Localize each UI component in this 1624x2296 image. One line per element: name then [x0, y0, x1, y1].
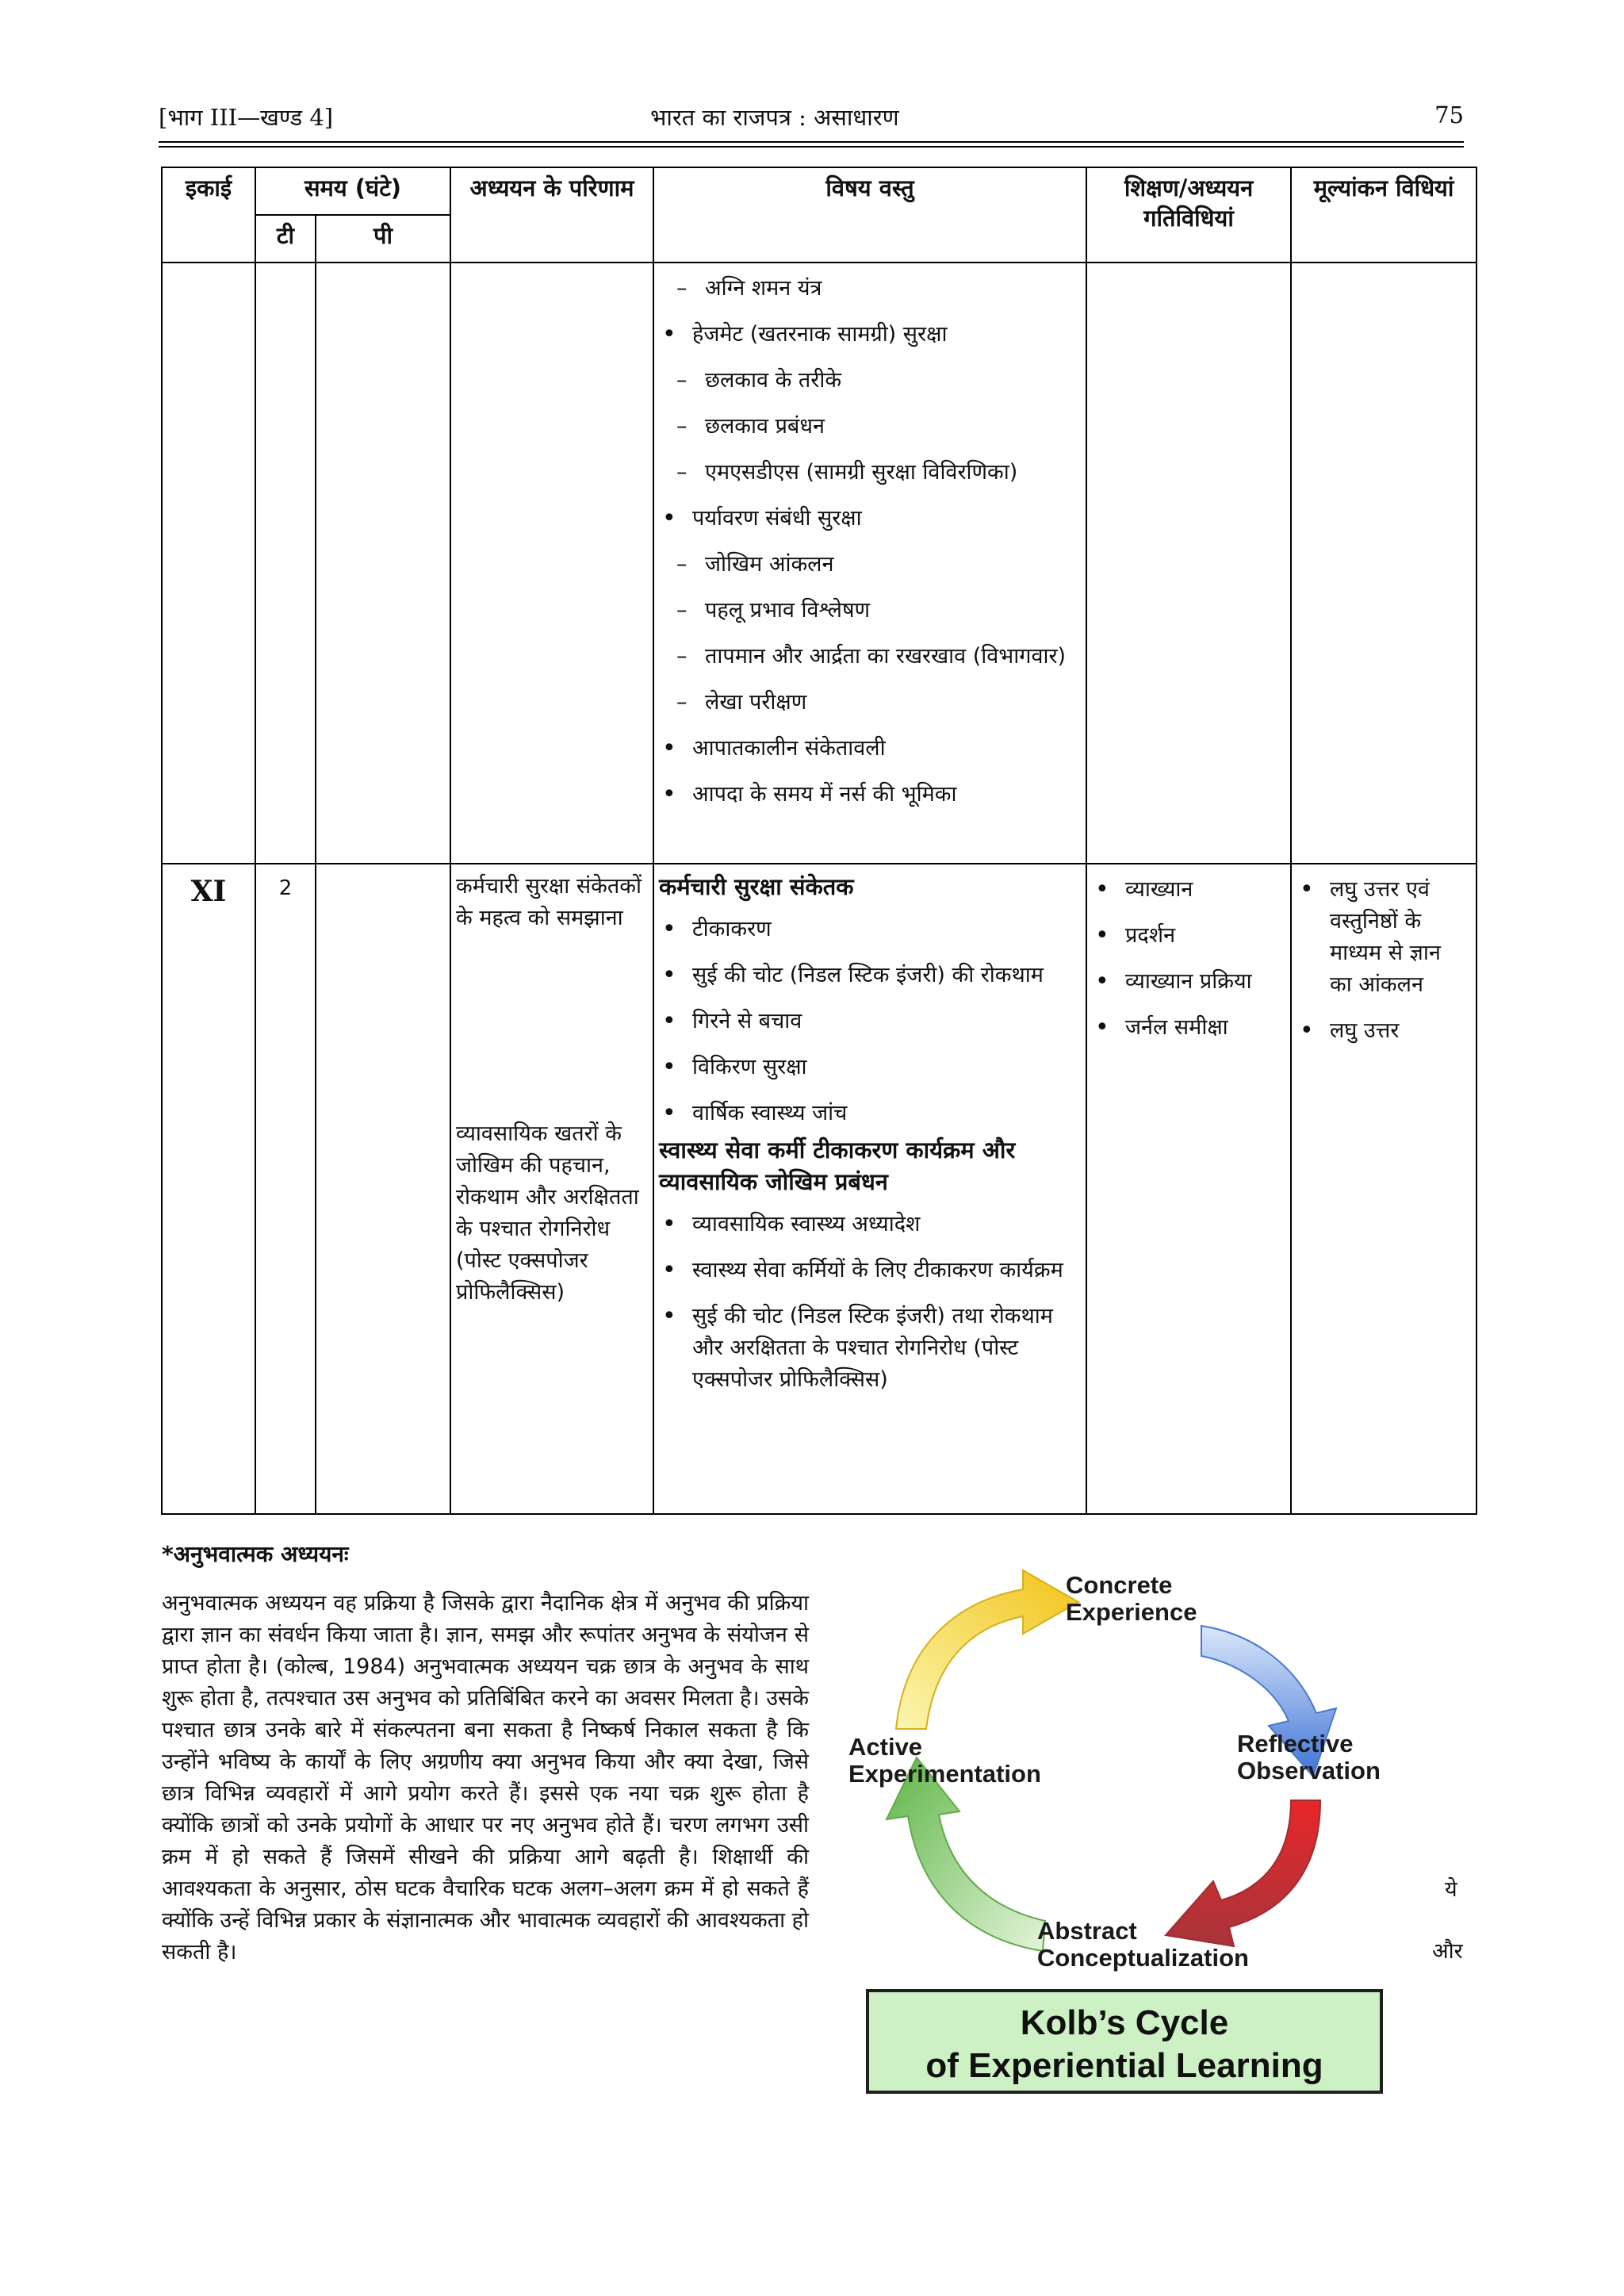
experiential-learning-paragraph: अनुभवात्मक अध्ययन वह प्रक्रिया है जिसके द्वारा नैदानिक क्षेत्र में अनुभव की प्रक्रिया द्वारा ज्ञान का संवर्धन किया जाता है। ज्ञान, समझ और रूपांतर अनुभव के संयोजन से प्राप्त होता है। (कोल्ब, 1984) अनुभवात्मक अध्ययन चक्र छात्र के अनुभव के साथ शुरू होता है, तत्पश्चात उस अनुभव को प्रतिबिंबित करने का अवसर मिलता है। उसके पश्चात छात्र उनके बारे में संकल्पतना बना सकता है निष्कर्ष निकाल सकता है कि उन्होंने भविष्य के कार्यों के लिए अग्रणीय क्या अनुभव किया और क्या देखा, जिसे छात्र विभिन्न व्यवहारों में आगे प्रयोग करते हैं। इससे एक नया चक्र शुरू होता है क्योंकि छात्रों को उनके प्रयोगों के आधार पर नए अनुभव होते हैं। चरण लगभग उसी क्रम में हो सकते हैं जिसमें सीखने की प्रक्रिया आगे बढ़ती है। शिक्षार्थी की आवश्यकता के अनुसार, ठोस घटक वैचारिक घटक अलग–अलग क्रम में हो सकते हैं क्योंकि उन्हें विभिन्न प्रकार के संज्ञानात्मक और भावात्मक व्यवहारों की आवश्यकता हो सकती है। — [162, 1591, 809, 1964]
activities-cell — [1086, 864, 1291, 1514]
experiential-learning-title: *अनुभवात्मक अध्ययनः — [162, 1541, 349, 1567]
content-bullet-item: • टीकाकरण — [659, 914, 1079, 945]
header-assessment: मूल्यांकन विधियां — [1291, 167, 1477, 263]
content-bullet-item: • गिरने से बचाव — [659, 1006, 1079, 1037]
label-concrete-experience: Concrete Experience — [1066, 1571, 1197, 1626]
arrow-yellow — [896, 1570, 1078, 1729]
table-row-unit-xi — [162, 864, 1477, 1514]
gazette-title: भारत का राजपत्र : असाधारण — [650, 104, 899, 131]
learning-outcome-1: कर्मचारी सुरक्षा संकेतकों के महत्व को समझाना — [456, 874, 642, 930]
kolb-title-box — [866, 1989, 1383, 2094]
outcome-cell — [450, 263, 653, 864]
content-bullet-item: • आपदा के समय में नर्स की भूमिका — [659, 779, 1079, 811]
activities-cell — [1086, 263, 1291, 864]
header-unit: इकाई — [162, 167, 255, 263]
content-dash-item: – अग्नि शमन यंत्र — [659, 273, 1079, 305]
content-bullet-item: • सुई की चोट (निडल स्टिक इंजरी) तथा रोकथाम और अरक्षितता के पश्चात रोगनिरोध (पोस्ट एक्सपोजर प्रोफिलैक्सिस) — [659, 1301, 1079, 1396]
section-reference: [भाग III—खण्ड 4] — [159, 104, 334, 131]
activity-item: • व्याख्यान प्रक्रिया — [1092, 966, 1284, 998]
content-bullet-item: • आपातकालीन संकेतावली — [659, 733, 1079, 765]
content-cell — [653, 263, 1086, 864]
unit-cell — [162, 263, 255, 864]
assessment-item: • लघु उत्तर — [1297, 1015, 1469, 1047]
content-bullet-item: • पर्यावरण संबंधी सुरक्षा — [659, 503, 1079, 535]
content-dash-item: – लेखा परीक्षण — [659, 687, 1079, 719]
page-number: 75 — [1434, 102, 1464, 128]
content-dash-item: – जोखिम आंकलन — [659, 549, 1079, 581]
content-heading: कर्मचारी सुरक्षा संकेतक — [659, 873, 854, 900]
syllabus-table — [161, 167, 1477, 1515]
content-dash-item: – एमएसडीएस (सामग्री सुरक्षा विविरणिका) — [659, 457, 1079, 489]
assessment-cell — [1291, 864, 1477, 1514]
content-bullet-item: • स्वास्थ्य सेवा कर्मियों के लिए टीकाकरण कार्यक्रम — [659, 1255, 1079, 1286]
header-outcomes: अध्ययन के परिणाम — [450, 167, 653, 263]
running-header — [159, 102, 1464, 133]
stray-text-1: ये — [1445, 1877, 1457, 1902]
learning-outcome-2: व्यावसायिक खतरों के जोखिम की पहचान, रोकथाम और अरक्षितता के पश्चात रोगनिरोध (पोस्ट एक्सपोजर प्रोफिलैक्सिस) — [456, 1121, 639, 1305]
content-heading: स्वास्थ्य सेवा कर्मी टीकाकरण कार्यक्रम और व्यावसायिक जोखिम प्रबंधन — [659, 1137, 1016, 1195]
kolb-title-line-2: of Experiential Learning — [925, 2046, 1323, 2085]
hours-p — [316, 864, 450, 1514]
unit-number: XI — [162, 864, 255, 1514]
content-dash-item: – छलकाव प्रबंधन — [659, 411, 1079, 443]
header-activities: शिक्षण/अध्ययन गतिविधियां — [1086, 167, 1291, 263]
content-dash-item: – पहलू प्रभाव विश्लेषण — [659, 595, 1079, 627]
stray-text-2: और — [1432, 1939, 1463, 1964]
header-time: समय (घंटे) — [255, 167, 450, 215]
header-content: विषय वस्तु — [653, 167, 1086, 263]
assessment-cell — [1291, 263, 1477, 864]
activity-item: • प्रदर्शन — [1092, 920, 1284, 952]
label-active-experimentation: Active Experimentation — [848, 1733, 1041, 1788]
content-dash-item: – छलकाव के तरीके — [659, 365, 1079, 397]
content-bullet-item: • हेजमेट (खतरनाक सामग्री) सुरक्षा — [659, 319, 1079, 351]
hours-p-cell — [316, 263, 450, 864]
activity-item: • व्याख्यान — [1092, 874, 1284, 906]
header-rule-bottom — [159, 146, 1464, 148]
label-reflective-observation: Reflective Observation — [1237, 1730, 1381, 1784]
hours-t: 2 — [255, 864, 316, 1514]
outcome-cell — [450, 864, 653, 1514]
content-bullet-item: • वार्षिक स्वास्थ्य जांच — [659, 1098, 1079, 1129]
header-rule-top — [159, 141, 1464, 143]
label-abstract-conceptualization: Abstract Conceptualization — [1037, 1917, 1249, 1972]
kolb-title-line-1: Kolb’s Cycle — [1020, 2003, 1229, 2042]
content-bullet-item: • विकिरण सुरक्षा — [659, 1052, 1079, 1083]
header-time-t: टी — [255, 215, 316, 263]
assessment-item: • लघु उत्तर एवं वस्तुनिष्ठों के माध्यम से ज्ञान का आंकलन — [1297, 874, 1469, 1001]
activity-item: • जर्नल समीक्षा — [1092, 1012, 1284, 1044]
content-bullet-item: • सुई की चोट (निडल स्टिक इंजरी) की रोकथाम — [659, 960, 1079, 991]
content-dash-item: – तापमान और आर्द्रता का रखरखाव (विभागवार) — [659, 641, 1079, 673]
table-row — [162, 263, 1477, 864]
content-cell — [653, 864, 1086, 1514]
hours-t-cell — [255, 263, 316, 864]
content-bullet-item: • व्यावसायिक स्वास्थ्य अध्यादेश — [659, 1209, 1079, 1240]
kolb-cycle-figure — [841, 1539, 1411, 2125]
header-time-p: पी — [316, 215, 450, 263]
